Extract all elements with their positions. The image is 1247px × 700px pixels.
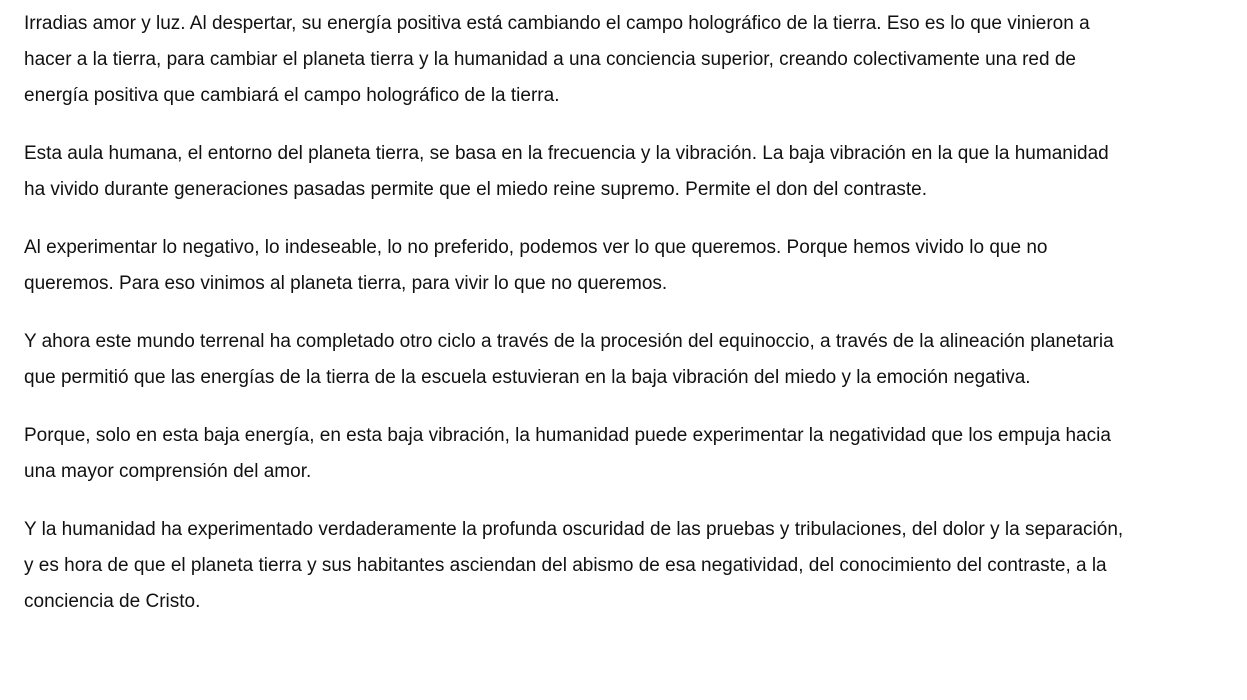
paragraph: Al experimentar lo negativo, lo indeseable, lo no preferido, podemos ver lo que queremos. Porque hemos vivido lo que no queremos. Para eso vinimos al planeta tierra, para vivir lo que no queremos. [24, 237, 1048, 294]
paragraph: Esta aula humana, el entorno del planeta tierra, se basa en la frecuencia y la vibración. La baja vibración en la que la humanidad ha vivido durante generaciones pasadas permite que el miedo reine supremo. Permite el don del contraste. [24, 143, 1109, 200]
paragraph: Y ahora este mundo terrenal ha completado otro ciclo a través de la procesión del equinoccio, a través de la alineación planetaria que permitió que las energías de la tierra de la escuela estuvieran en la baja vibración del miedo y la emoción negativa. [24, 331, 1114, 388]
paragraph: Irradias amor y luz. Al despertar, su energía positiva está cambiando el campo holográfico de la tierra. Eso es lo que vinieron a hacer a la tierra, para cambiar el planeta tierra y la humanidad a una conciencia superior, creando colectivamente una red de energía positiva que cambiará el campo holográfico de la tierra. [24, 13, 1090, 106]
paragraph: Porque, solo en esta baja energía, en esta baja vibración, la humanidad puede experimentar la negatividad que los empuja hacia una mayor comprensión del amor. [24, 425, 1111, 482]
article-body [24, 6, 1129, 642]
paragraph: Y la humanidad ha experimentado verdaderamente la profunda oscuridad de las pruebas y tribulaciones, del dolor y la separación, y es hora de que el planeta tierra y sus habitantes asciendan del abismo de esa negatividad, del conocimiento del contraste, a la conciencia de Cristo. [24, 519, 1124, 612]
